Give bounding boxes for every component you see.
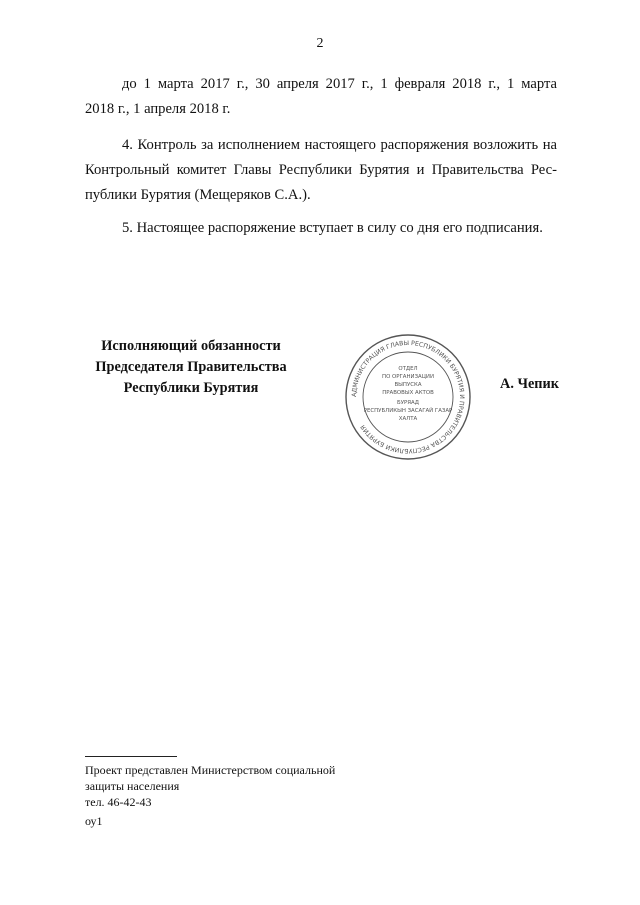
stamp-center-line: БУРЯАД (397, 400, 419, 406)
position-line: Председателя Правительства (95, 359, 287, 375)
stamp-center-line: ОТДЕЛ (398, 366, 418, 372)
document-code: оу1 (85, 814, 103, 828)
footnote-phone: тел. 46-42-43 (85, 795, 152, 809)
paragraph-5 (85, 216, 557, 241)
stamp-center-line: РЕСПУБЛИКЫН ЗАСАГАЙ ГАЗАР (363, 408, 453, 414)
paragraph-line: 5. Настоящее распоряжение вступает в силу со дня его подписания. (122, 220, 543, 236)
signatory-position (82, 336, 300, 399)
paragraph-line: Контрольный комитет Главы Республики Бурятия и Правительства Рес- (85, 162, 557, 178)
stamp-center-line: ПО ОРГАНИЗАЦИИ (382, 374, 434, 380)
official-stamp (343, 332, 473, 462)
paragraph-line: 2018 г., 1 апреля 2018 г. (85, 101, 231, 117)
footnote-line: Проект представлен Министерством социальной (85, 763, 336, 777)
stamp-center-line: ПРАВОВЫХ АКТОВ (382, 390, 434, 396)
stamp-center-line: ВЫПУСКА (394, 382, 422, 388)
paragraph-4 (85, 133, 557, 208)
stamp-outer-ring (346, 335, 470, 459)
paragraph-line: 4. Контроль за исполнением настоящего распоряжения возложить на (122, 137, 557, 153)
position-line: Исполняющий обязанности (101, 338, 281, 354)
footnote-line: защиты населения (85, 779, 180, 793)
paragraph-dates (85, 72, 557, 122)
page-number: 2 (316, 36, 324, 51)
stamp-center-line: ХАЛТА (398, 416, 418, 422)
paragraph-line: до 1 марта 2017 г., 30 апреля 2017 г., 1 февраля 2018 г., 1 марта (122, 76, 557, 92)
position-line: Республики Бурятия (123, 380, 259, 396)
stamp-outer-text: АДМИНИСТРАЦИЯ ГЛАВЫ РЕСПУБЛИКИ БУРЯТИЯ И ПРАВИТЕЛЬСТВА РЕСПУБЛИКИ БУРЯТИЯ (350, 339, 466, 455)
signatory-name: А. Чепик (500, 376, 560, 392)
footnote-divider (85, 756, 177, 757)
paragraph-line: публики Бурятия (Мещеряков С.А.). (85, 187, 311, 203)
footnote (85, 762, 335, 810)
